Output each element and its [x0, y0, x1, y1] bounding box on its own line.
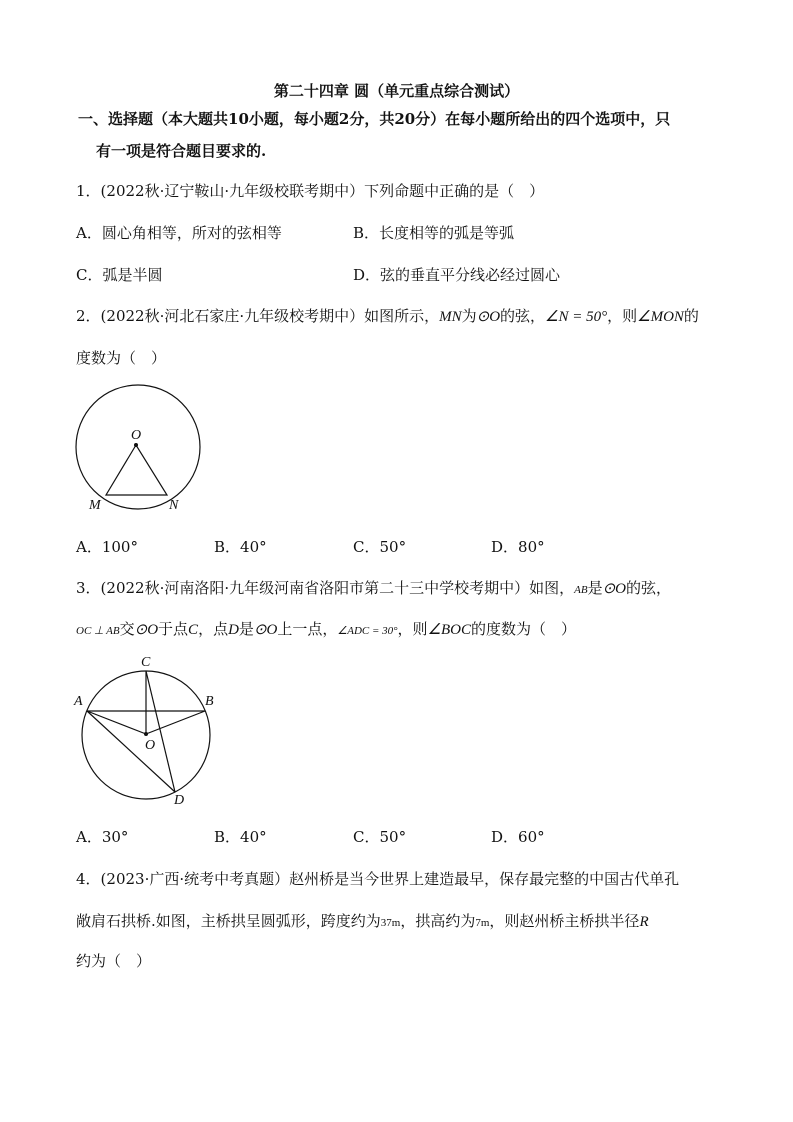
q2-chord-mn: MN	[439, 309, 462, 325]
q3-segment-bo	[146, 711, 205, 734]
q3-circle-o3: ⊙O	[253, 622, 278, 638]
q2-circle-o: ⊙O	[476, 309, 501, 325]
q2-label-o: O	[131, 428, 142, 443]
q3-stem-part: 的度数为（ ）	[471, 620, 577, 638]
q3-stem-part: 是	[587, 579, 603, 597]
q3-stem-part: 上一点，	[277, 620, 338, 638]
q3-stem-part: ，点	[198, 620, 229, 638]
q3-label-o: O	[145, 738, 156, 753]
q3-stem-part: 是	[238, 620, 254, 638]
section-heading-line1: 一、选择题（本大题共10小题，每小题2分，共20分）在每小题所给出的四个选项中，只	[78, 110, 671, 128]
q4-stem-part: 敞肩石拱桥.如图，主桥拱呈圆弧形，跨度约为	[76, 912, 381, 930]
q2-triangle-omn	[106, 445, 167, 495]
q2-option-a: A．100°	[76, 538, 138, 556]
q2-option-c: C．50°	[353, 538, 407, 556]
q3-point-c: C	[188, 622, 199, 638]
q4-stem-line3: 约为（ ）	[76, 952, 152, 970]
q2-stem-part: 的	[683, 307, 699, 325]
q3-segment-cd	[146, 671, 175, 792]
q3-point-d: D	[228, 622, 239, 638]
q3-stem-part: ，则	[397, 620, 428, 638]
q2-stem-line2: 度数为（ ）	[76, 349, 167, 367]
q2-stem-part: 2．(2022秋·河北石家庄·九年级校考期中）如图所示，	[76, 307, 440, 325]
q4-radius-r: R	[639, 914, 649, 930]
q3-label-b: B	[205, 694, 214, 709]
q1-option-a: A．圆心角相等，所对的弦相等	[76, 224, 282, 242]
q2-circle	[76, 385, 200, 509]
q2-stem-part: ，则	[607, 307, 638, 325]
q3-stem-part: 3．(2022秋·河南洛阳·九年级河南省洛阳市第二十三中学校考期中）如图，	[76, 579, 575, 597]
q3-label-c: C	[141, 655, 151, 670]
q3-oc-perp-ab: OC ⊥ AB	[76, 625, 120, 637]
q3-option-d: D．60°	[491, 828, 545, 846]
q1-option-d: D．弦的垂直平分线必经过圆心	[353, 266, 561, 284]
q2-center-dot	[134, 443, 138, 447]
q1-option-c: C．弧是半圆	[76, 266, 163, 284]
q3-segment-ao	[87, 711, 146, 734]
q2-option-d: D．80°	[491, 538, 545, 556]
q1-stem: 1．(2022秋·辽宁鞍山·九年级校联考期中）下列命题中正确的是（ ）	[76, 182, 545, 200]
q4-height-value: 7m	[475, 917, 490, 929]
q2-stem	[76, 305, 699, 326]
q2-label-n: N	[169, 498, 179, 513]
q3-stem-part: 的弦，	[625, 579, 671, 597]
q2-stem-part: 为	[461, 307, 477, 325]
q1-option-b: B．长度相等的弧是等弧	[353, 224, 515, 242]
q4-stem-part: ，拱高约为	[400, 912, 476, 930]
q3-stem-part: 于点	[158, 620, 189, 638]
q3-chord-ab: AB	[574, 584, 588, 596]
q3-angle-adc: ∠ADC = 30°	[337, 625, 398, 637]
section-heading-line2: 有一项是符合题目要求的.	[96, 142, 267, 160]
q4-stem-part: ，则赵州桥主桥拱半径	[489, 912, 640, 930]
page-title: 第二十四章 圆（单元重点综合测试）	[273, 82, 520, 100]
q3-stem-line1	[76, 577, 671, 598]
q3-center-dot	[144, 732, 148, 736]
q2-angle-mon: ∠MON	[637, 309, 684, 325]
q3-angle-boc: ∠BOC	[427, 622, 472, 638]
q3-option-a: A．30°	[76, 828, 129, 846]
q2-figure	[70, 380, 210, 515]
q3-option-b: B．40°	[214, 828, 267, 846]
q3-stem-part: 交	[119, 620, 135, 638]
q3-label-a: A	[74, 694, 83, 709]
q3-option-c: C．50°	[353, 828, 407, 846]
q2-label-m: M	[89, 498, 101, 513]
q2-option-b: B．40°	[214, 538, 267, 556]
q3-circle-o: ⊙O	[602, 581, 626, 597]
q3-circle-o2: ⊙O	[134, 622, 159, 638]
q2-stem-part: 的弦，	[500, 307, 546, 325]
q3-figure	[70, 650, 220, 810]
q2-angle-n: ∠N = 50°	[545, 309, 608, 325]
q3-label-d: D	[174, 793, 185, 808]
q4-stem-line1: 4．(2023·广西·统考中考真题）赵州桥是当今世界上建造最早，保存最完整的中国古代单孔	[76, 870, 680, 888]
q4-span-value: 37m	[380, 917, 401, 929]
q3-stem-line2	[76, 618, 576, 639]
q4-stem-line2	[76, 910, 649, 931]
